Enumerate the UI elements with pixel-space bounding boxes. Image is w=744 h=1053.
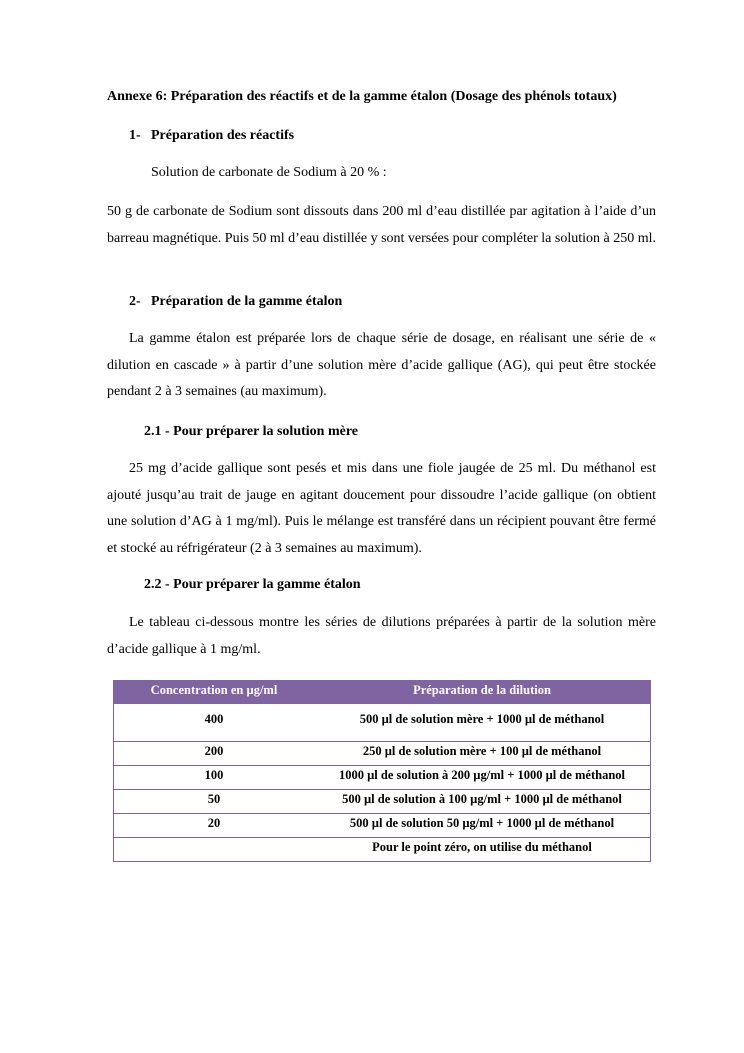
section-1-number: 1-	[129, 128, 141, 143]
annex-title: Annexe 6: Préparation des réactifs et de la gamme étalon (Dosage des phénols totaux)	[107, 89, 617, 104]
subsection-2-2-heading: 2.2 - Pour préparer la gamme étalon	[144, 577, 361, 592]
section-2-heading	[129, 294, 342, 310]
cell-concentration: 400	[114, 704, 315, 742]
table-row	[114, 838, 651, 862]
subsection-2-1-heading: 2.1 - Pour préparer la solution mère	[144, 424, 358, 439]
cell-concentration	[114, 838, 315, 862]
cell-preparation: 500 µl de solution mère + 1000 µl de méthanol	[314, 704, 651, 742]
table-row	[114, 790, 651, 814]
section-1-heading-text: Préparation des réactifs	[151, 128, 295, 143]
section-2-heading-text: Préparation de la gamme étalon	[151, 294, 343, 309]
subsection-2-2-paragraph: Le tableau ci-dessous montre les séries de dilutions préparées à partir de la solution mère d’acide gallique à 1 mg/ml.	[107, 615, 656, 657]
cell-preparation: 500 µl de solution 50 µg/ml + 1000 µl de méthanol	[314, 814, 651, 838]
header-concentration: Concentration en µg/ml	[114, 681, 315, 704]
table-header-row	[114, 681, 651, 704]
header-preparation: Préparation de la dilution	[314, 681, 651, 704]
dilution-table	[113, 680, 651, 862]
section-2-paragraph: La gamme étalon est préparée lors de chaque série de dosage, en réalisant une série de « dilution en cascade » à partir d’une solution mère d’acide gallique (AG), qui peut être stockée pendant 2 à 3 semaines (au maximum).	[107, 331, 656, 399]
table-row	[114, 814, 651, 838]
cell-preparation: 1000 µl de solution à 200 µg/ml + 1000 µl de méthanol	[314, 766, 651, 790]
section-2-number: 2-	[129, 294, 141, 309]
table-row	[114, 766, 651, 790]
cell-concentration: 20	[114, 814, 315, 838]
section-1-heading	[129, 128, 294, 144]
cell-concentration: 50	[114, 790, 315, 814]
section-1-subheading: Solution de carbonate de Sodium à 20 % :	[151, 165, 387, 180]
section-1-paragraph: 50 g de carbonate de Sodium sont dissouts dans 200 ml d’eau distillée par agitation à l’aide d’un barreau magnétique. Puis 50 ml d’eau distillée y sont versées pour compléter la solution à 250 ml.	[107, 204, 656, 246]
cell-concentration: 100	[114, 766, 315, 790]
subsection-2-1-paragraph: 25 mg d’acide gallique sont pesés et mis dans une fiole jaugée de 25 ml. Du méthanol est ajouté jusqu’au trait de jauge en agitant doucement pour dissoudre l’acide gallique (on obtient une solution d’AG à 1 mg/ml). Puis le mélange est transféré dans un récipient pouvant être fermé et stocké au réfrigérateur (2 à 3 semaines au maximum).	[107, 461, 656, 556]
cell-preparation: 500 µl de solution à 100 µg/ml + 1000 µl de méthanol	[314, 790, 651, 814]
cell-preparation: Pour le point zéro, on utilise du méthanol	[314, 838, 651, 862]
table-row	[114, 704, 651, 742]
table-row	[114, 742, 651, 766]
cell-preparation: 250 µl de solution mère + 100 µl de méthanol	[314, 742, 651, 766]
cell-concentration: 200	[114, 742, 315, 766]
